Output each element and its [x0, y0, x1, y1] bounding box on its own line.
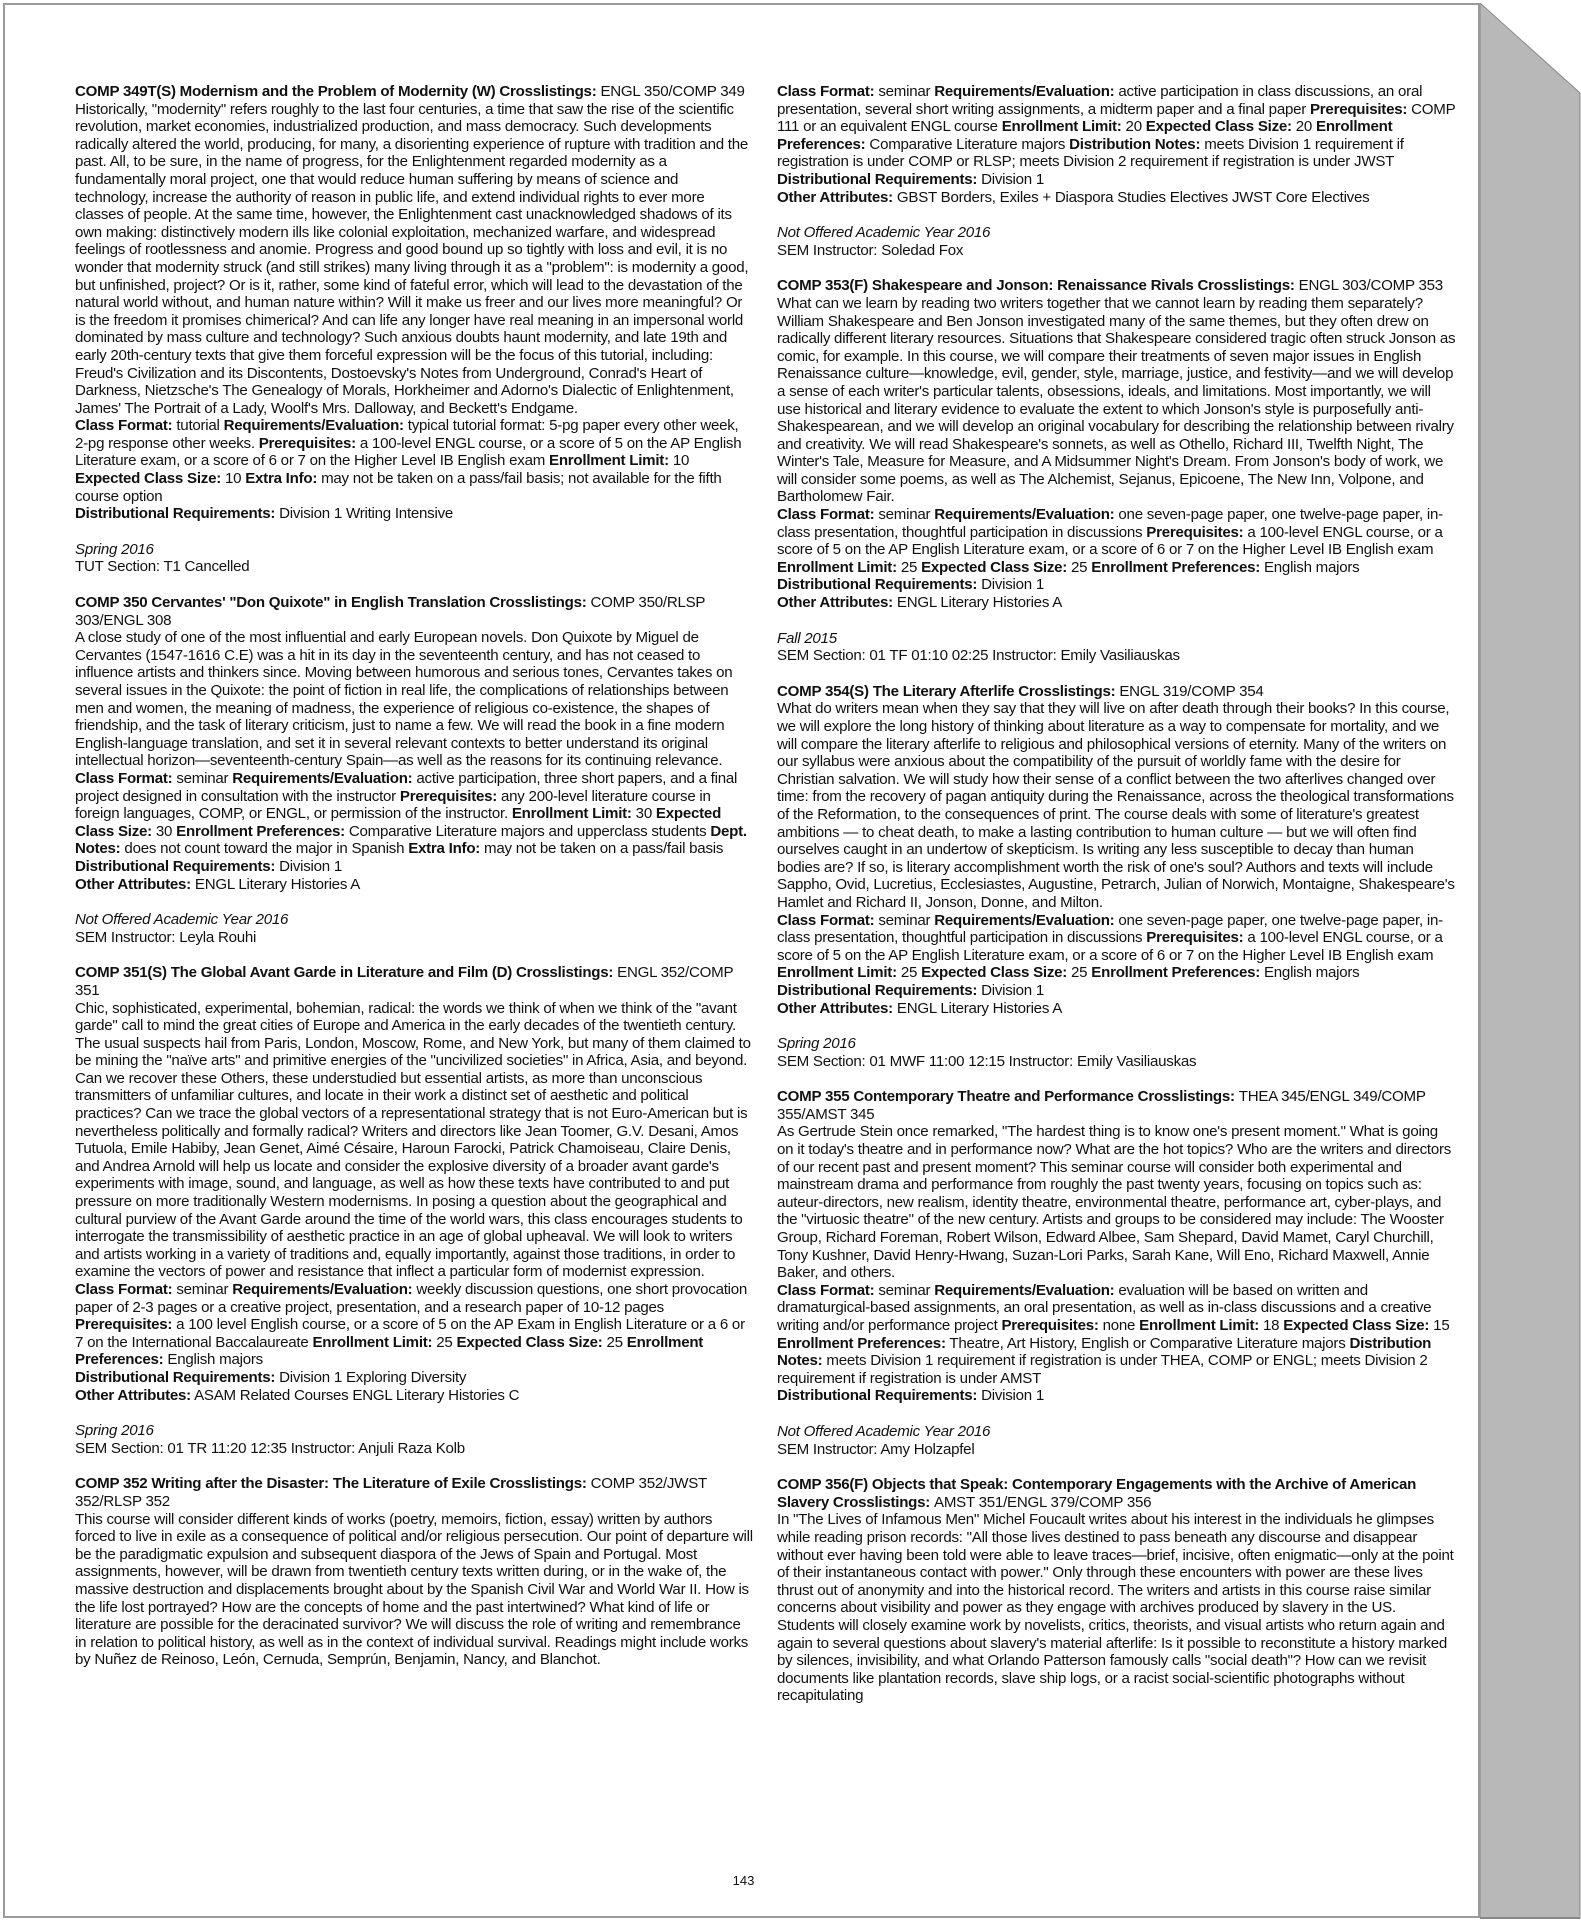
detail-value: 25 [606, 1333, 623, 1351]
section-info: SEM Instructor: Leyla Rouhi [75, 928, 257, 946]
detail-label: Requirements/Evaluation: [934, 83, 1115, 100]
detail-label: Prerequisites: [399, 787, 498, 805]
course-entry [777, 83, 1457, 259]
distributional-requirements [777, 576, 1457, 594]
course-title: COMP 352 Writing after the Disaster: The Literature of Exile [75, 1475, 486, 1493]
detail-label: Prerequisites: [1146, 523, 1244, 541]
course-header [75, 83, 755, 101]
term: Not Offered Academic Year 2016 [777, 1422, 991, 1440]
detail-label: Enrollment Limit: [511, 805, 632, 823]
detail-label: Enrollment Limit: [1001, 118, 1122, 136]
detail-value: Comparative Literature majors and upperclass students [348, 822, 707, 840]
detail-label: Distribution Notes: [777, 1334, 1432, 1370]
course-description: As Gertrude Stein once remarked, "The hardest thing is to know one's present moment." What is going on it today's theatre and in performance now? What are the hot topics? Who are the writers and directors of our recent past and present moment? This seminar course will consider both experimental and mainstream drama and performance from roughly the past twenty years, focusing on topics such as: auteur-directors, new realism, identity theatre, environmental theatre, performance art, cyber-plays, and the "virtuosic theatre" of the new century. Artists and groups to be considered may include: The Wooster Group, Richard Foreman, Robert Wilson, Edward Albee, Sam Shepard, David Mamet, Caryl Churchill, Tony Kushner, David Henry-Hwang, Suzan-Lori Parks, Sarah Kane, Will Eno, Richard Maxwell, Annie Baker, and others. [777, 1123, 1452, 1282]
detail-label: Expected Class Size: [921, 964, 1068, 982]
distributional-value: Division 1 [279, 857, 343, 875]
course-description: This course will consider different kinds of works (poetry, memoirs, fiction, essay) written by authors forced to live in exile as a consequence of political and/or religious persecution. Our point of departure will be the paradigmatic expulsion and subsequent diaspora of the Jews of Spain and Portugal. Most assignments, however, will be drawn from twentieth century texts written during, or in the wake of, the massive destruction and displacements brought about by the Spanish Civil War and World War II. How is the life lost portrayed? How are the concepts of home and the past intertwined? What kind of life or literature are possible for the deracinated survivor? We will discuss the role of writing and remembrance in relation to political history, as well as in the context of individual survival. Readings might include works by Nuñez de Reinoso, León, Cernuda, Semprún, Benjamin, Nancy, and Blanchot. [75, 1510, 753, 1669]
term: Spring 2016 [777, 1035, 856, 1053]
course-details [777, 912, 1457, 982]
distributional-label: Distributional Requirements: [777, 1387, 978, 1405]
detail-label: Expected Class Size: [921, 558, 1068, 576]
detail-value: Theatre, Art History, English or Comparative Literature majors [949, 1334, 1346, 1352]
section-info: SEM Instructor: Soledad Fox [777, 241, 964, 259]
distributional-requirements [75, 1369, 755, 1387]
detail-value: 25 [1071, 964, 1088, 982]
right-column [777, 83, 1457, 1723]
detail-label: Prerequisites: [258, 434, 356, 452]
course-title: COMP 354(S) The Literary Afterlife [777, 682, 1015, 700]
detail-value: active participation, three short papers, and a final project designed in consultation with the instructor [75, 769, 738, 805]
detail-value: seminar [878, 911, 931, 929]
course-description: What can we learn by reading two writers together that we cannot learn by reading them separately? William Shakespeare and Ben Jonson investigated many of the same themes, but they often drew on radically different literary resources. Situations that Shakespeare considered tragic often struck Jonson as comic, for example. In this course, we will compare their treatments of seven major issues in English Renaissance culture—knowledge, evil, gender, style, marriage, justice, and festivity—and we will develop a sense of each writer's particular talents, obsessions, ideals, and limitations. Most importantly, we will use historical and literary evidence to evaluate the extent to which Jonson's style is purposefully anti-Shakespearean, and we will develop an original vocabulary for describing the relationship between rivalry and creativity. We will read Shakespeare's sonnets, as well as Othello, Richard III, Twelfth Night, The Winter's Tale, Measure for Measure, and A Midsummer Night's Dream. From Jonson's body of work, we will consider some poems, as well as The Alchemist, Sejanus, Epicoene, The New Inn, Volpone, and Bartholomew Fair. [777, 294, 1456, 506]
detail-value: 20 [1295, 118, 1313, 136]
course-title: COMP 353(F) Shakespeare and Jonson: Renaissance Rivals [777, 277, 1194, 295]
detail-label: Enrollment Preferences: [777, 118, 1393, 153]
detail-value: 25 [1071, 558, 1088, 576]
detail-value: typical tutorial format: 5-pg paper every other week, 2-pg response other weeks. [75, 417, 739, 452]
course-description: Chic, sophisticated, experimental, bohemian, radical: the words we think of when we think of the "avant garde" call to mind the great cities of Europe and America in the early decades of the twentieth century. The usual suspects hail from Paris, London, Moscow, Rome, and New York, but many of them claimed to be mining the "naïve arts" and primitive energies of the "uncivilized societies" in Africa, Asia, and beyond. Can we recover these Others, these understudied but essential artists, as more than unconscious transmitters of unfamiliar cultures, and locate in their work a distinct set of aesthetic and political practices? Can we trace the global vectors of a representational strategy that is not Euro-American but is nevertheless politically and formally radical? Writers and directors like Jean Toomer, G.V. Desani, Amos Tutuola, Emile Habiby, Jean Genet, Aimé Césaire, Haroun Farocki, Patrick Chamoiseau, Claire Denis, and Andrea Arnold will help us locate and consider the explosive diversity of a broader avant garde's experiments with image, sound, and language, as well as how these texts have contributed to and put pressure on more traditionally Western modernisms. In posing a question about the geographical and cultural purview of the Avant Garde around the time of the world wars, this class encourages students to interrogate the transmissibility of aesthetic practice in an age of global upheaval. We will look to writers and artists working in a variety of traditions and, equally importantly, against those traditions, in order to examine the vectors of power and resistance that inflect a particular form of modernist expression. [75, 999, 751, 1281]
course-description: A close study of one of the most influential and early European novels. Don Quixote by Miguel de Cervantes (1547-1616 C.E) was a hit in its day in the seventeenth century, and has not ceased to influence artists and thinkers since. Moving between humorous and serious tones, Cervantes takes on several issues in the Quixote: the point of fiction in real life, the complications of relationships between men and women, the meaning of madness, the experience of religious co-existence, the shapes of friendship, and the task of literary criticism, just to name a few. We will read the book in a fine modern English-language translation, and set it in several relevant contexts to better understand its original intellectual horizon—seventeenth-century Spain—as well as the reasons for its continuing relevance. [75, 629, 733, 770]
other-attributes-label: Other Attributes: [75, 1386, 191, 1404]
crosslistings-label: Crosslistings: [1137, 1088, 1235, 1106]
detail-label: Requirements/Evaluation: [934, 1281, 1115, 1299]
course-entry [777, 1476, 1457, 1705]
detail-label: Enrollment Preferences: [1091, 964, 1261, 982]
course-title: COMP 356(F) Objects that Speak: Contemporary Engagements with the Archive of American Slavery [777, 1476, 1417, 1511]
detail-label: Class Format: [75, 417, 173, 435]
detail-label: Requirements/Evaluation: [232, 769, 413, 787]
distributional-label: Distributional Requirements: [777, 981, 978, 999]
detail-label: Enrollment Limit: [777, 558, 897, 576]
other-attributes-value: ENGL Literary Histories A [896, 594, 1063, 612]
other-attributes [777, 189, 1457, 207]
course-title: COMP 355 Contemporary Theatre and Performance [777, 1088, 1134, 1106]
detail-label: Prerequisites: [1001, 1317, 1099, 1334]
detail-value: 15 [1433, 1317, 1450, 1334]
distributional-value: Division 1 [981, 576, 1045, 594]
distributional-requirements [777, 171, 1457, 189]
detail-value: seminar [878, 1281, 931, 1299]
course-header [777, 277, 1457, 295]
section-info: SEM Instructor: Amy Holzapfel [777, 1440, 975, 1458]
distributional-label: Distributional Requirements: [75, 505, 276, 523]
distributional-value: Division 1 [981, 981, 1045, 999]
crosslistings-value: ENGL 350/COMP 349 [600, 83, 745, 100]
other-attributes-label: Other Attributes: [777, 999, 893, 1017]
course-header [75, 594, 755, 629]
course-entry [75, 964, 755, 1457]
detail-label: Requirements/Evaluation: [934, 506, 1115, 524]
other-attributes [75, 876, 755, 894]
detail-value: English majors [167, 1351, 263, 1369]
detail-value: English majors [1263, 558, 1360, 576]
detail-value: 25 [900, 964, 918, 982]
crosslistings-label: Crosslistings: [832, 1493, 931, 1511]
detail-value: Comparative Literature majors [869, 135, 1066, 153]
detail-label: Enrollment Preferences: [176, 822, 345, 840]
detail-label: Expected Class Size: [1145, 118, 1292, 136]
course-details [75, 1281, 755, 1369]
detail-label: Enrollment Limit: [1139, 1317, 1259, 1334]
course-details [75, 770, 755, 858]
course-title: COMP 349T(S) Modernism and the Problem of Modernity (W) [75, 83, 496, 100]
detail-label: Class Format: [777, 1281, 875, 1299]
detail-label: Expected Class Size: [1283, 1317, 1430, 1334]
offering [777, 1423, 1457, 1458]
distributional-requirements [75, 858, 755, 876]
detail-label: Class Format: [75, 769, 173, 787]
detail-value: a 100-level ENGL course, or a score of 5 on the AP English Literature exam, or a score of 6 or 7 on the Higher Level IB English exam [75, 434, 742, 470]
course-title: COMP 350 Cervantes' "Don Quixote" in English Translation [75, 594, 486, 612]
course-description: In "The Lives of Infamous Men" Michel Foucault writes about his interest in the individuals he glimpses while reading prison records: "All those lives destined to pass beneath any discourse and disappear without ever having been told were able to leave traces—brief, incisive, often enigmatic—only at the point of their instantaneous contact with power." Only through these encounters with power are these lives thrust out of anonymity and into the historical record. The writers and artists in this course raise similar concerns about visibility and power as they engage with archives produced by slavery in the US. Students will closely examine work by novelists, critics, theorists, and visual artists who return again and again to several questions about slavery's material afterlife: Is it possible to reconstitute a history marked by silences, invisibility, and what Orlando Patterson famously calls "social death"? How can we revisit documents like plantation records, slave ship logs, or a racist social-scientific photographs without recapitulating [777, 1511, 1454, 1705]
detail-label: Extra Info: [408, 840, 481, 858]
distributional-label: Distributional Requirements: [75, 857, 276, 875]
term: Spring 2016 [75, 540, 154, 558]
crosslistings-label: Crosslistings: [489, 594, 587, 612]
section-info: SEM Section: 01 MWF 11:00 12:15 Instructor: Emily Vasiliauskas [777, 1052, 1197, 1070]
detail-label: Requirements/Evaluation: [232, 1281, 413, 1298]
course-details [777, 506, 1457, 576]
detail-value: evaluation will be based on written and dramaturgical-based assignments, an oral presentation, as well as in-class discussions and a creative writing and/or performance project [777, 1281, 1432, 1334]
detail-label: Expected Class Size: [75, 470, 222, 488]
crosslistings-label: Crosslistings: [499, 83, 597, 100]
crosslistings-label: Crosslistings: [489, 1475, 587, 1493]
detail-value: meets Division 1 requirement if registration is under COMP or RLSP; meets Division 2 requirement if registration is under JWST [777, 135, 1404, 171]
course-details [75, 417, 755, 505]
offering [777, 630, 1457, 665]
distributional-value: Division 1 [981, 1387, 1045, 1405]
detail-value: a 100-level ENGL course, or a score of 5 on the AP English Literature exam, or a score of 6 or 7 on the Higher Level IB English exam [777, 929, 1443, 964]
left-column [75, 83, 755, 1687]
course-entry [777, 683, 1457, 1070]
detail-value: 30 [635, 805, 652, 823]
course-entry [75, 1475, 755, 1669]
detail-label: Enrollment Preferences: [75, 1333, 704, 1369]
crosslistings-value: COMP 352/JWST 352/RLSP 352 [75, 1475, 707, 1510]
detail-value: 18 [1262, 1317, 1280, 1334]
detail-label: Enrollment Limit: [312, 1333, 433, 1351]
crosslistings-label: Crosslistings: [1018, 682, 1116, 700]
other-attributes-label: Other Attributes: [75, 875, 191, 893]
distributional-requirements [777, 1387, 1457, 1405]
detail-label: Enrollment Limit: [549, 452, 669, 470]
course-entry [75, 83, 755, 576]
detail-value: any 200-level literature course in foreign languages, COMP, or ENGL, or permission of the instructor. [75, 787, 711, 823]
detail-value: English majors [1263, 964, 1360, 982]
detail-label: Class Format: [777, 506, 875, 524]
course-header [75, 964, 755, 999]
section-info: TUT Section: T1 Cancelled [75, 558, 250, 576]
crosslistings-value: ENGL 352/COMP 351 [75, 964, 734, 999]
offering [75, 541, 755, 576]
course-description: Historically, "modernity" refers roughly to the last four centuries, a time that saw the rise of the scientific revolution, market economies, industrialized production, and mass democracy. Such developments radically altered the world, producing, for many, a disorienting experience of rupture with tradition and the past. All, to be sure, in the name of progress, for the Enlightenment regarded modernity as a fundamentally moral project, one that would reduce human suffering by means of science and technology, increase the authority of reason in public life, and extend individual rights to ever more classes of people. At the same time, however, the Enlightenment cast unacknowledged shadows of its own making: distinctively modern ills like colonial exploitation, mechanized warfare, and widespread feelings of rootlessness and anomie. Progress and good bound up so tightly with loss and evil, it is no wonder that modernity struck (and still strikes) many living through it as a "problem": is modernity a good, but unfinished, project? Or is it, rather, some kind of fateful error, which will lead to the devastation of the natural world without, and human nature within? Will it make us freer and our lives more meaningful? Or is the freedom it promises chimerical? And can life any longer have real meaning in an impersonal world dominated by mass culture and technology? Such anxious doubts haunt modernity, and late 19th and early 20th-century texts that give them forceful expression will be the focus of this tutorial, including: Freud's Civilization and its Discontents, Dostoevsky's Notes from Underground, Conrad's Heart of Darkness, Nietzsche's The Genealogy of Morals, Horkheimer and Adorno's Dialectic of Enlightenment, James' The Portrait of a Lady, Woolf's Mrs. Dalloway, and Beckett's Endgame. [75, 100, 749, 417]
other-attributes [777, 594, 1457, 612]
detail-value: seminar [878, 83, 931, 100]
course-entry [75, 594, 755, 946]
detail-value: may not be taken on a pass/fail basis [484, 840, 724, 858]
detail-label: Enrollment Preferences: [1091, 558, 1261, 576]
offering [75, 911, 755, 946]
crosslistings-label: Crosslistings: [1197, 277, 1295, 295]
other-attributes-value: GBST Borders, Exiles + Diaspora Studies Electives JWST Core Electives [896, 188, 1370, 206]
course-description: What do writers mean when they say that they will live on after death through their books? In this course, we will explore the long history of thinking about literature as a way to compensate for mortality, and we will compare the literary afterlife to religious and philosophical versions of eternity. Many of the writers on our syllabus were anxious about the compatibility of the pursuit of worldly fame with the desire for Christian salvation. We will study how their sense of a conflict between the two afterlives changed over time: from the recovery of pagan antiquity during the Renaissance, across the theological transformations of the Reformation, to the consequences of print. The course deals with some of literature's greatest ambitions — to cheat death, to make a lasting contribution to human culture — but we will often find ourselves caught in an undertow of skepticism. Is writing any less susceptible to decay than human bodies are? If so, is literary accomplishment worth the risk of one's soul? Authors and texts will include Sappho, Ovid, Lucretius, Ecclesiastes, Augustine, Petrarch, Julian of Norwich, Montaigne, Shakespeare's Hamlet and Richard II, Jonson, Donne, and Milton. [777, 700, 1455, 911]
other-attributes-label: Other Attributes: [777, 594, 893, 612]
detail-label: Prerequisites: [1309, 100, 1408, 118]
term: Not Offered Academic Year 2016 [75, 911, 289, 929]
detail-value: a 100 level English course, or a score of 5 on the AP Exam in English Literature or a 6 or 7 on the International Baccalaureate [75, 1316, 745, 1351]
course-details [777, 83, 1457, 171]
distributional-requirements [777, 982, 1457, 1000]
detail-value: 25 [900, 558, 918, 576]
other-attributes-label: Other Attributes: [777, 188, 893, 206]
detail-label: Expected Class Size: [456, 1333, 603, 1351]
detail-value: one seven-page paper, one twelve-page paper, in-class presentation, thoughtful participation in discussions [777, 911, 1443, 947]
detail-value: seminar [176, 769, 229, 787]
term: Not Offered Academic Year 2016 [777, 224, 991, 242]
detail-label: Expected Class Size: [75, 805, 722, 840]
distributional-label: Distributional Requirements: [777, 170, 978, 188]
other-attributes-value: ENGL Literary Histories A [194, 875, 361, 893]
detail-value: weekly discussion questions, one short provocation paper of 2-3 pages or a creative project, presentation, and a research paper of 10-12 pages [75, 1281, 748, 1316]
offering [777, 224, 1457, 259]
crosslistings-value: COMP 350/RLSP 303/ENGL 308 [75, 594, 705, 629]
offering [75, 1422, 755, 1457]
detail-value: may not be taken on a pass/fail basis; not available for the fifth course option [75, 470, 722, 505]
detail-label: Dept. Notes: [75, 822, 747, 858]
detail-label: Extra Info: [245, 470, 318, 488]
course-entry [777, 1088, 1457, 1458]
other-attributes-value: ENGL Literary Histories A [896, 999, 1063, 1017]
crosslistings-label: Crosslistings: [516, 964, 614, 982]
detail-value: 25 [436, 1333, 453, 1351]
detail-label: Class Format: [777, 911, 875, 929]
crosslistings-value: AMST 351/ENGL 379/COMP 356 [934, 1493, 1152, 1511]
detail-value: seminar [176, 1281, 229, 1298]
detail-value: does not count toward the major in Spanish [124, 840, 405, 858]
course-title: COMP 351(S) The Global Avant Garde in Literature and Film (D) [75, 964, 513, 982]
detail-value: 20 [1125, 118, 1142, 136]
detail-label: Requirements/Evaluation: [223, 417, 404, 435]
detail-label: Class Format: [75, 1281, 173, 1298]
section-info: SEM Section: 01 TF 01:10 02:25 Instructor: Emily Vasiliauskas [777, 647, 1180, 665]
other-attributes [777, 1000, 1457, 1018]
distributional-value: Division 1 Exploring Diversity [279, 1368, 467, 1386]
detail-value: one seven-page paper, one twelve-page paper, in-class presentation, thoughtful participation in discussions [777, 506, 1443, 541]
distributional-label: Distributional Requirements: [75, 1368, 276, 1386]
other-attributes-value: ASAM Related Courses ENGL Literary Histories C [194, 1386, 520, 1404]
term: Spring 2016 [75, 1422, 154, 1440]
distributional-requirements [75, 505, 755, 523]
detail-value: a 100-level ENGL course, or a score of 5 on the AP English Literature exam, or a score of 6 or 7 on the Higher Level IB English exam [777, 523, 1443, 559]
detail-value: active participation in class discussions, an oral presentation, several short writing assignments, a midterm paper and a final paper [777, 83, 1423, 118]
course-header [777, 1088, 1457, 1123]
offering [777, 1035, 1457, 1070]
detail-label: Prerequisites: [1146, 929, 1244, 947]
crosslistings-value: ENGL 319/COMP 354 [1119, 682, 1264, 700]
distributional-label: Distributional Requirements: [777, 576, 978, 594]
distributional-value: Division 1 Writing Intensive [279, 505, 454, 523]
other-attributes [75, 1387, 755, 1405]
course-header [75, 1475, 755, 1510]
detail-label: Enrollment Limit: [777, 964, 897, 982]
term: Fall 2015 [777, 629, 837, 647]
crosslistings-value: THEA 345/ENGL 349/COMP 355/AMST 345 [777, 1088, 1426, 1123]
page-number: 143 [732, 1873, 755, 1888]
course-header [777, 1476, 1457, 1511]
detail-value: COMP 111 or an equivalent ENGL course [777, 100, 1456, 136]
detail-label: Requirements/Evaluation: [934, 911, 1115, 929]
detail-value: 10 [224, 470, 242, 488]
detail-value: tutorial [176, 417, 220, 435]
detail-value: none [1102, 1317, 1136, 1334]
detail-label: Distribution Notes: [1069, 135, 1201, 153]
distributional-value: Division 1 [981, 170, 1045, 188]
detail-value: 30 [155, 822, 173, 840]
detail-label: Enrollment Preferences: [777, 1334, 946, 1352]
detail-value: 10 [672, 452, 690, 470]
course-entry [777, 277, 1457, 664]
course-header [777, 683, 1457, 701]
detail-value: meets Division 1 requirement if registration is under THEA, COMP or ENGL; meets Division 2 requirement if registration is under AMST [777, 1352, 1428, 1387]
detail-label: Prerequisites: [75, 1316, 173, 1334]
detail-value: seminar [878, 506, 931, 524]
catalog-page [3, 3, 1480, 1918]
course-details [777, 1282, 1457, 1388]
crosslistings-value: ENGL 303/COMP 353 [1298, 277, 1443, 295]
section-info: SEM Section: 01 TR 11:20 12:35 Instructor: Anjuli Raza Kolb [75, 1439, 465, 1457]
detail-label: Class Format: [777, 83, 875, 100]
